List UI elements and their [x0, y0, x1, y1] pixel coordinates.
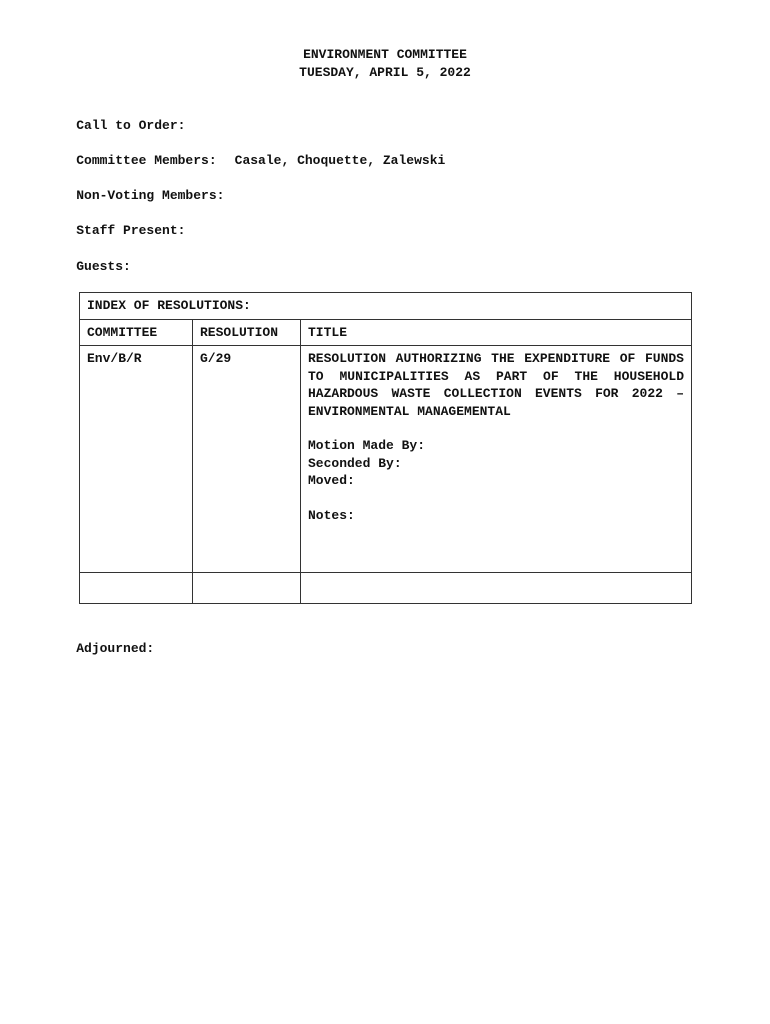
table-header-row	[80, 319, 692, 346]
column-header-resolution: RESOLUTION	[193, 319, 301, 346]
call-to-order-label: Call to Order:	[76, 118, 186, 133]
guests-field	[45, 240, 131, 294]
seconded-by-label: Seconded By:	[308, 455, 402, 471]
adjourned-field	[45, 622, 154, 676]
guests-label: Guests:	[76, 259, 131, 274]
notes-label: Notes:	[308, 507, 355, 523]
resolution-title: RESOLUTION AUTHORIZING THE EXPENDITURE OF FUNDS TO MUNICIPALITIES AS PART OF THE HOUSEHOLD HAZARDOUS WASTE COLLECTION EVENTS FOR 2022 – ENVIRONMENTAL MANAGEMENTAL	[308, 351, 684, 419]
table-row-empty	[80, 573, 692, 604]
committee-members-label: Committee Members:	[76, 153, 217, 168]
table-caption: INDEX OF RESOLUTIONS:	[80, 293, 692, 320]
empty-title-cell	[301, 573, 692, 604]
adjourned-label: Adjourned:	[76, 641, 155, 656]
committee-heading: ENVIRONMENT COMMITTEE	[303, 47, 467, 62]
table-caption-row	[80, 293, 692, 320]
motion-made-by-label: Motion Made By:	[308, 438, 426, 453]
empty-committee-cell	[80, 573, 193, 604]
moved-label: Moved:	[308, 473, 355, 488]
row-title-cell	[301, 346, 692, 573]
committee-members-value: Casale, Choquette, Zalewski	[234, 153, 446, 168]
meeting-date: TUESDAY, APRIL 5, 2022	[299, 65, 471, 80]
column-header-title: TITLE	[301, 319, 692, 346]
staff-present-label: Staff Present:	[76, 223, 186, 238]
empty-resolution-cell	[193, 573, 301, 604]
non-voting-members-label: Non-Voting Members:	[76, 188, 225, 203]
table-row	[80, 346, 692, 573]
row-committee: Env/B/R	[80, 346, 193, 573]
column-header-committee: COMMITTEE	[80, 319, 193, 346]
row-resolution: G/29	[193, 346, 301, 573]
resolutions-table	[79, 292, 692, 604]
